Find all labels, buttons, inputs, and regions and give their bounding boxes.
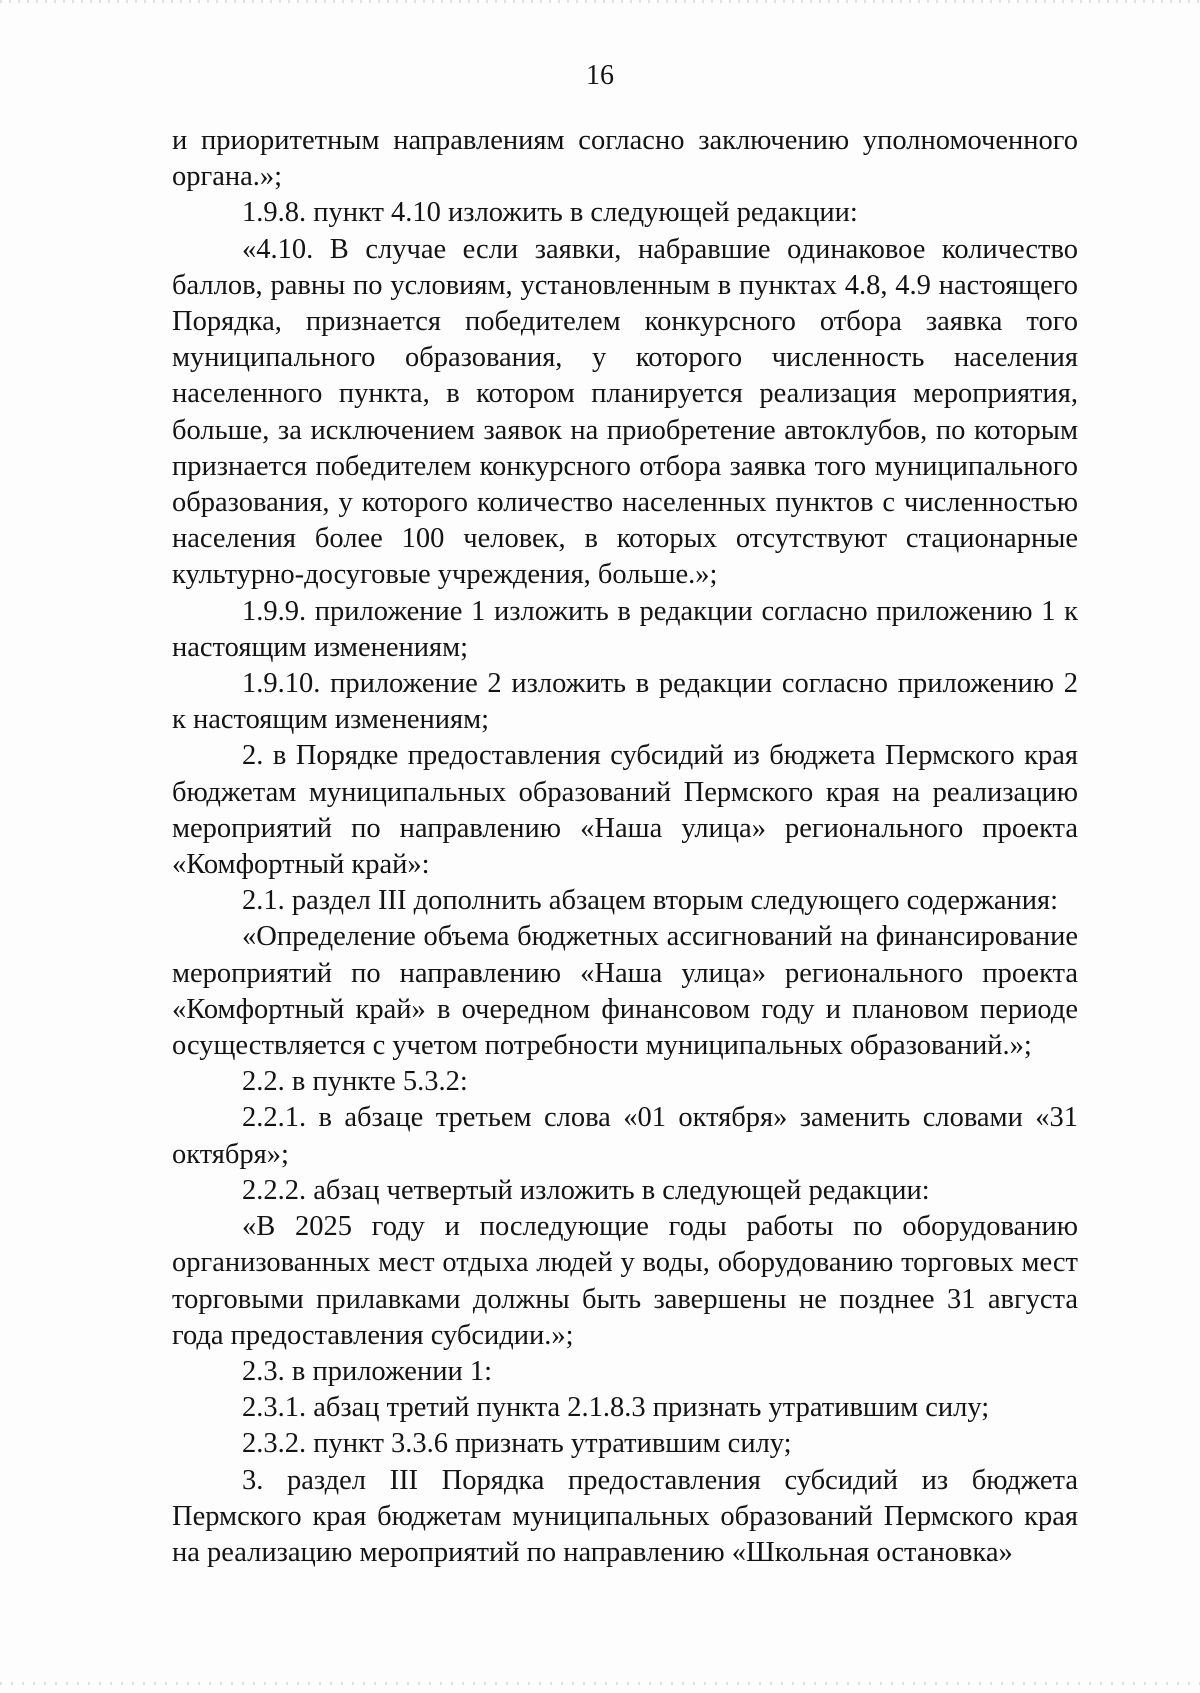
- paragraph-2-1: 2.1. раздел III дополнить абзацем вторым следующего содержания:: [242, 885, 1059, 917]
- paragraph-2-2-2: 2.2.2. абзац четвертый изложить в следующей редакции:: [242, 1174, 930, 1206]
- paragraph-3: 3. раздел III Порядка предоставления субсидий из бюджета Пермского края бюджетам муниципальных образований Пермского края на реализацию мероприятий по направлению «Школьная остановка»: [172, 1464, 1078, 1568]
- paragraph-2-3-2: 2.3.2. пункт 3.3.6 признать утратившим силу;: [242, 1428, 792, 1460]
- paragraph-2-2-2-text: «В 2025 году и последующие годы работы по оборудованию организованных мест отдыха людей у воды, оборудованию торговых мест торговыми прилавками должны быть завершены не позднее 31 августа года предоставления субсидии.»;: [172, 1211, 1078, 1351]
- paragraph-2-2: 2.2. в пункте 5.3.2:: [242, 1066, 468, 1098]
- document-body: [172, 123, 1078, 1571]
- paragraph-2-1-text: «Определение объема бюджетных ассигнований на финансирование мероприятий по направлению «Наша улица» регионального проекта «Комфортный край» в очередном финансовом году и плановом периоде осуществляется с учетом потребности муниципальных образований.»;: [172, 921, 1078, 1062]
- paragraph-1-9-9: 1.9.9. приложение 1 изложить в редакции согласно приложению 1 к настоящим изменениям;: [172, 595, 1078, 663]
- paragraph-2-2-1: 2.2.1. в абзаце третьем слова «01 октября» заменить словами «31 октября»;: [172, 1102, 1078, 1170]
- paragraph-1-9-10: 1.9.10. приложение 2 изложить в редакции согласно приложению 2 к настоящим изменениям;: [172, 668, 1078, 736]
- paragraph-2-3: 2.3. в приложении 1:: [242, 1355, 492, 1387]
- paragraph-2-3-1: 2.3.1. абзац третий пункта 2.1.8.3 признать утратившим силу;: [242, 1392, 990, 1424]
- scan-edge-top: [0, 0, 1200, 3]
- paragraph-continuation: и приоритетным направлениям согласно заключению уполномоченного органа.»;: [172, 125, 1078, 193]
- paragraph-4-10-text: «4.10. В случае если заявки, набравшие одинаковое количество баллов, равны по условиям, установленным в пунктах 4.8, 4.9 настоящего Порядка, признается победителем конкурсного отбора заявка того муниципального образования, у которого численность населения населенного пункта, в котором планируется реализация мероприятия, больше, за исключением заявок на приобретение автоклубов, по которым признается победителем конкурсного отбора заявка того муниципального образования, у которого количество населенных пунктов с численностью населения более 100 человек, в которых отсутствуют стационарные культурно-досуговые учреждения, больше.»;: [172, 233, 1078, 591]
- page-number: 16: [586, 60, 614, 91]
- scan-edge-bottom: [0, 1682, 1200, 1685]
- paragraph-2: 2. в Порядке предоставления субсидий из бюджета Пермского края бюджетам муниципальных образований Пермского края на реализацию мероприятий по направлению «Наша улица» регионального проекта «Комфортный край»:: [172, 740, 1078, 881]
- paragraph-1-9-8: 1.9.8. пункт 4.10 изложить в следующей редакции:: [242, 197, 858, 229]
